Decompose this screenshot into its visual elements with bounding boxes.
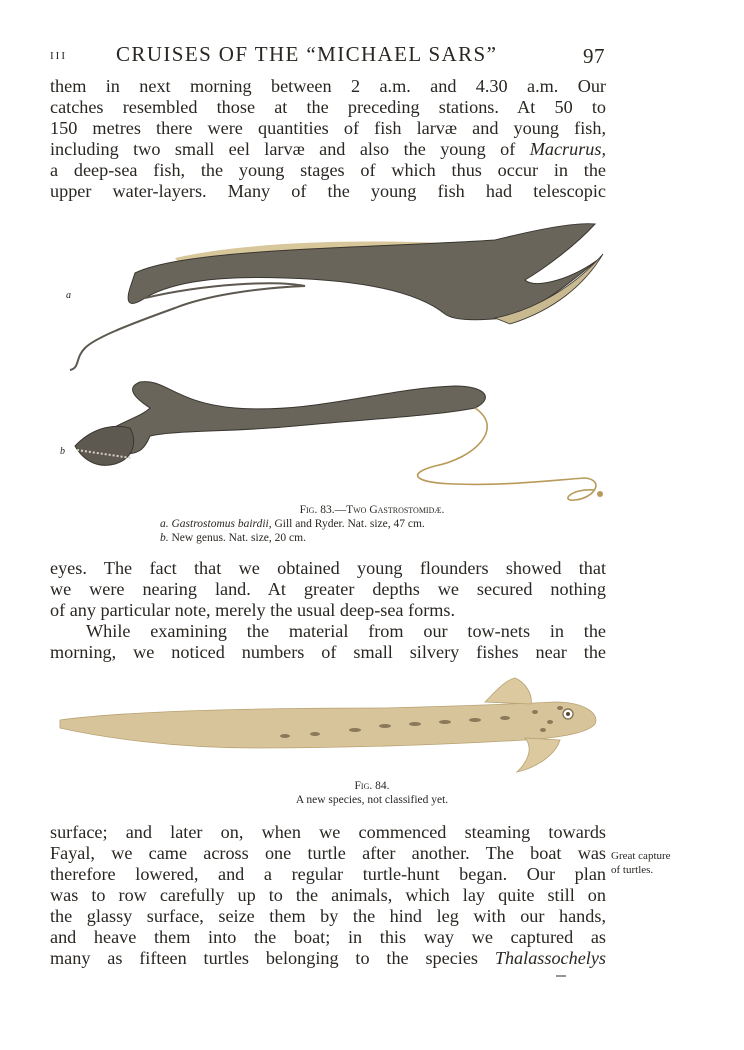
fish-84-pectoral-fin [485, 678, 531, 704]
paragraph-4 [50, 822, 606, 969]
text-line: was to row carefully up to the animals, which lay quite still on [50, 885, 606, 905]
running-title: CRUISES OF THE “MICHAEL SARS” [116, 42, 498, 66]
text-line: catches resembled those at the preceding stations. At 50 to [50, 97, 606, 117]
text-fragment: many as fifteen turtles belonging to the species [50, 948, 495, 968]
chapter-number: III [50, 50, 67, 62]
figure-83-caption-b [0, 531, 744, 545]
figure-84-subtitle: A new species, not classified yet. [295, 794, 449, 806]
text-line: therefore lowered, and a regular turtle-hunt began. Our plan [50, 864, 606, 884]
caption-a-text: Gill and Ryder. Nat. size, 47 cm. [274, 518, 425, 530]
figure-label-b: b [60, 446, 65, 457]
margin-note [611, 849, 701, 877]
figure-84-title: Fig. 84. [354, 780, 390, 792]
figure-label-a: a [66, 290, 71, 301]
paragraph-2 [50, 558, 606, 621]
italic-genus: Thalassochelys [494, 948, 606, 968]
text-line-with-italic [50, 139, 606, 160]
text-line: 150 metres there were quantities of fish larvæ and young fish, [50, 118, 606, 138]
margin-note-line: of turtles. [611, 864, 654, 876]
paragraph-3 [50, 621, 606, 663]
fish-b-tail [418, 408, 596, 500]
fish-84-body [60, 702, 596, 748]
text-line: a deep-sea fish, the young stages of which thus occur in the [50, 160, 606, 180]
fish-84-ventral-fin [517, 738, 560, 772]
figure-84-illustration [55, 672, 610, 777]
caption-b-prefix: b. [160, 532, 169, 544]
fish-b-tail-lure [597, 491, 603, 497]
printers-mark [556, 975, 566, 977]
caption-a-prefix: a. [160, 518, 169, 530]
text-line: we were nearing land. At greater depths we secured nothing [50, 579, 606, 599]
running-header [50, 42, 605, 72]
figure-84-caption [0, 779, 744, 807]
text-fragment: including two small eel larvæ and also the young of [50, 139, 530, 159]
text-line: Fayal, we came across one turtle after another. The boat was [50, 843, 606, 863]
margin-note-line: Great capture [611, 850, 671, 862]
fish-a-body [128, 224, 600, 320]
italic-genus: Macrurus, [529, 139, 606, 159]
fish-a-tail [70, 283, 305, 370]
caption-a-species: Gastrostomus bairdii, [171, 518, 272, 530]
text-line: the glassy surface, seize them by the hind leg with our hands, [50, 906, 606, 926]
fish-b-head [75, 426, 134, 465]
figure-83-caption [0, 503, 744, 545]
text-line: upper water-layers. Many of the young fish had telescopic [50, 181, 606, 201]
figure-83-title: Fig. 83.—Two Gastrostomidæ. [299, 504, 445, 516]
text-line: them in next morning between 2 a.m. and 4.30 a.m. Our [50, 76, 606, 96]
caption-b-text: New genus. Nat. size, 20 cm. [171, 532, 306, 544]
page-number: 97 [583, 44, 605, 68]
text-line: and heave them into the boat; in this way we captured as [50, 927, 606, 947]
text-line: surface; and later on, when we commenced steaming towards [50, 822, 606, 842]
text-line-with-italic [50, 948, 606, 969]
text-line: of any particular note, merely the usual deep-sea forms. [50, 600, 456, 620]
paragraph-1 [50, 76, 606, 202]
text-line: While examining the material from our tow-nets in the [86, 621, 606, 641]
text-line: eyes. The fact that we obtained young flounders showed that [50, 558, 606, 578]
figure-83-caption-a [0, 517, 744, 531]
figure-83-illustration [55, 218, 615, 503]
fish-b-body [95, 382, 485, 454]
text-line: morning, we noticed numbers of small silvery fishes near the [50, 642, 606, 662]
